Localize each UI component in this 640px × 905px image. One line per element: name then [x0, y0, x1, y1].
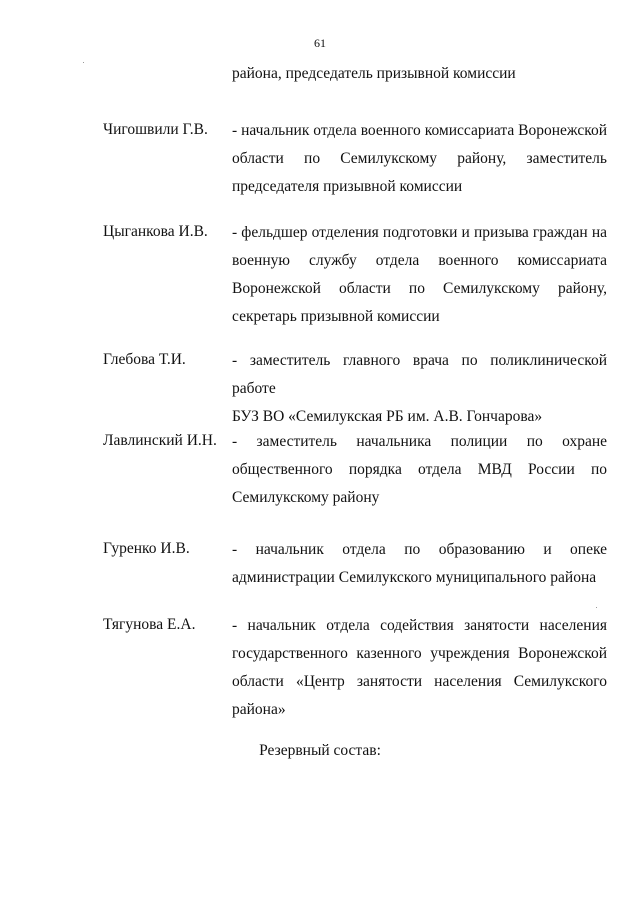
- scan-speck: [596, 607, 597, 608]
- description-line: секретарь призывной комиссии: [232, 308, 440, 325]
- member-name: Чигошвили Г.В.: [103, 121, 208, 138]
- description-line: - фельдшер отделения подготовки и призыва граждан на: [232, 224, 607, 241]
- description-line: Семилукскому району: [232, 489, 380, 506]
- member-name: Глебова Т.И.: [103, 351, 186, 368]
- description-line: области по Семилукскому району, заместитель: [232, 150, 607, 167]
- description-line: - начальник отдела содействия занятости населения: [232, 617, 607, 634]
- member-description: [232, 117, 607, 201]
- description-line: военную службу отдела военного комиссариата: [232, 252, 607, 269]
- continuation-text: района, председатель призывной комиссии: [232, 65, 516, 82]
- member-name: Тягунова Е.А.: [103, 616, 196, 633]
- member-name: Гуренко И.В.: [103, 540, 190, 557]
- description-line: - начальник отдела военного комиссариата Воронежской: [232, 122, 607, 139]
- description-line: Воронежской области по Семилукскому району,: [232, 280, 607, 297]
- member-description: [232, 428, 607, 512]
- member-description: [232, 536, 607, 592]
- description-line: государственного казенного учреждения Воронежской: [232, 645, 607, 662]
- description-line: области «Центр занятости населения Семилукского: [232, 673, 607, 690]
- reserve-heading: Резервный состав:: [259, 742, 381, 759]
- member-description: [232, 219, 607, 331]
- description-line: - заместитель начальника полиции по охране: [232, 433, 607, 450]
- description-line: БУЗ ВО «Семилукская РБ им. А.В. Гончарова»: [232, 408, 543, 425]
- description-line: администрации Семилукского муниципального района: [232, 569, 597, 586]
- member-name: Цыганкова И.В.: [103, 223, 208, 240]
- scan-speck: [83, 62, 84, 63]
- member-description: [232, 612, 607, 724]
- description-line: - начальник отдела по образованию и опеке: [232, 541, 607, 558]
- description-line: общественного порядка отдела МВД России по: [232, 461, 607, 478]
- description-line: района»: [232, 701, 286, 718]
- member-name: Лавлинский И.Н.: [103, 432, 217, 449]
- member-description: [232, 347, 607, 431]
- description-line: председателя призывной комиссии: [232, 178, 463, 195]
- page-number: 61: [314, 36, 326, 50]
- description-line: - заместитель главного врача по поликлинической работе: [232, 352, 607, 397]
